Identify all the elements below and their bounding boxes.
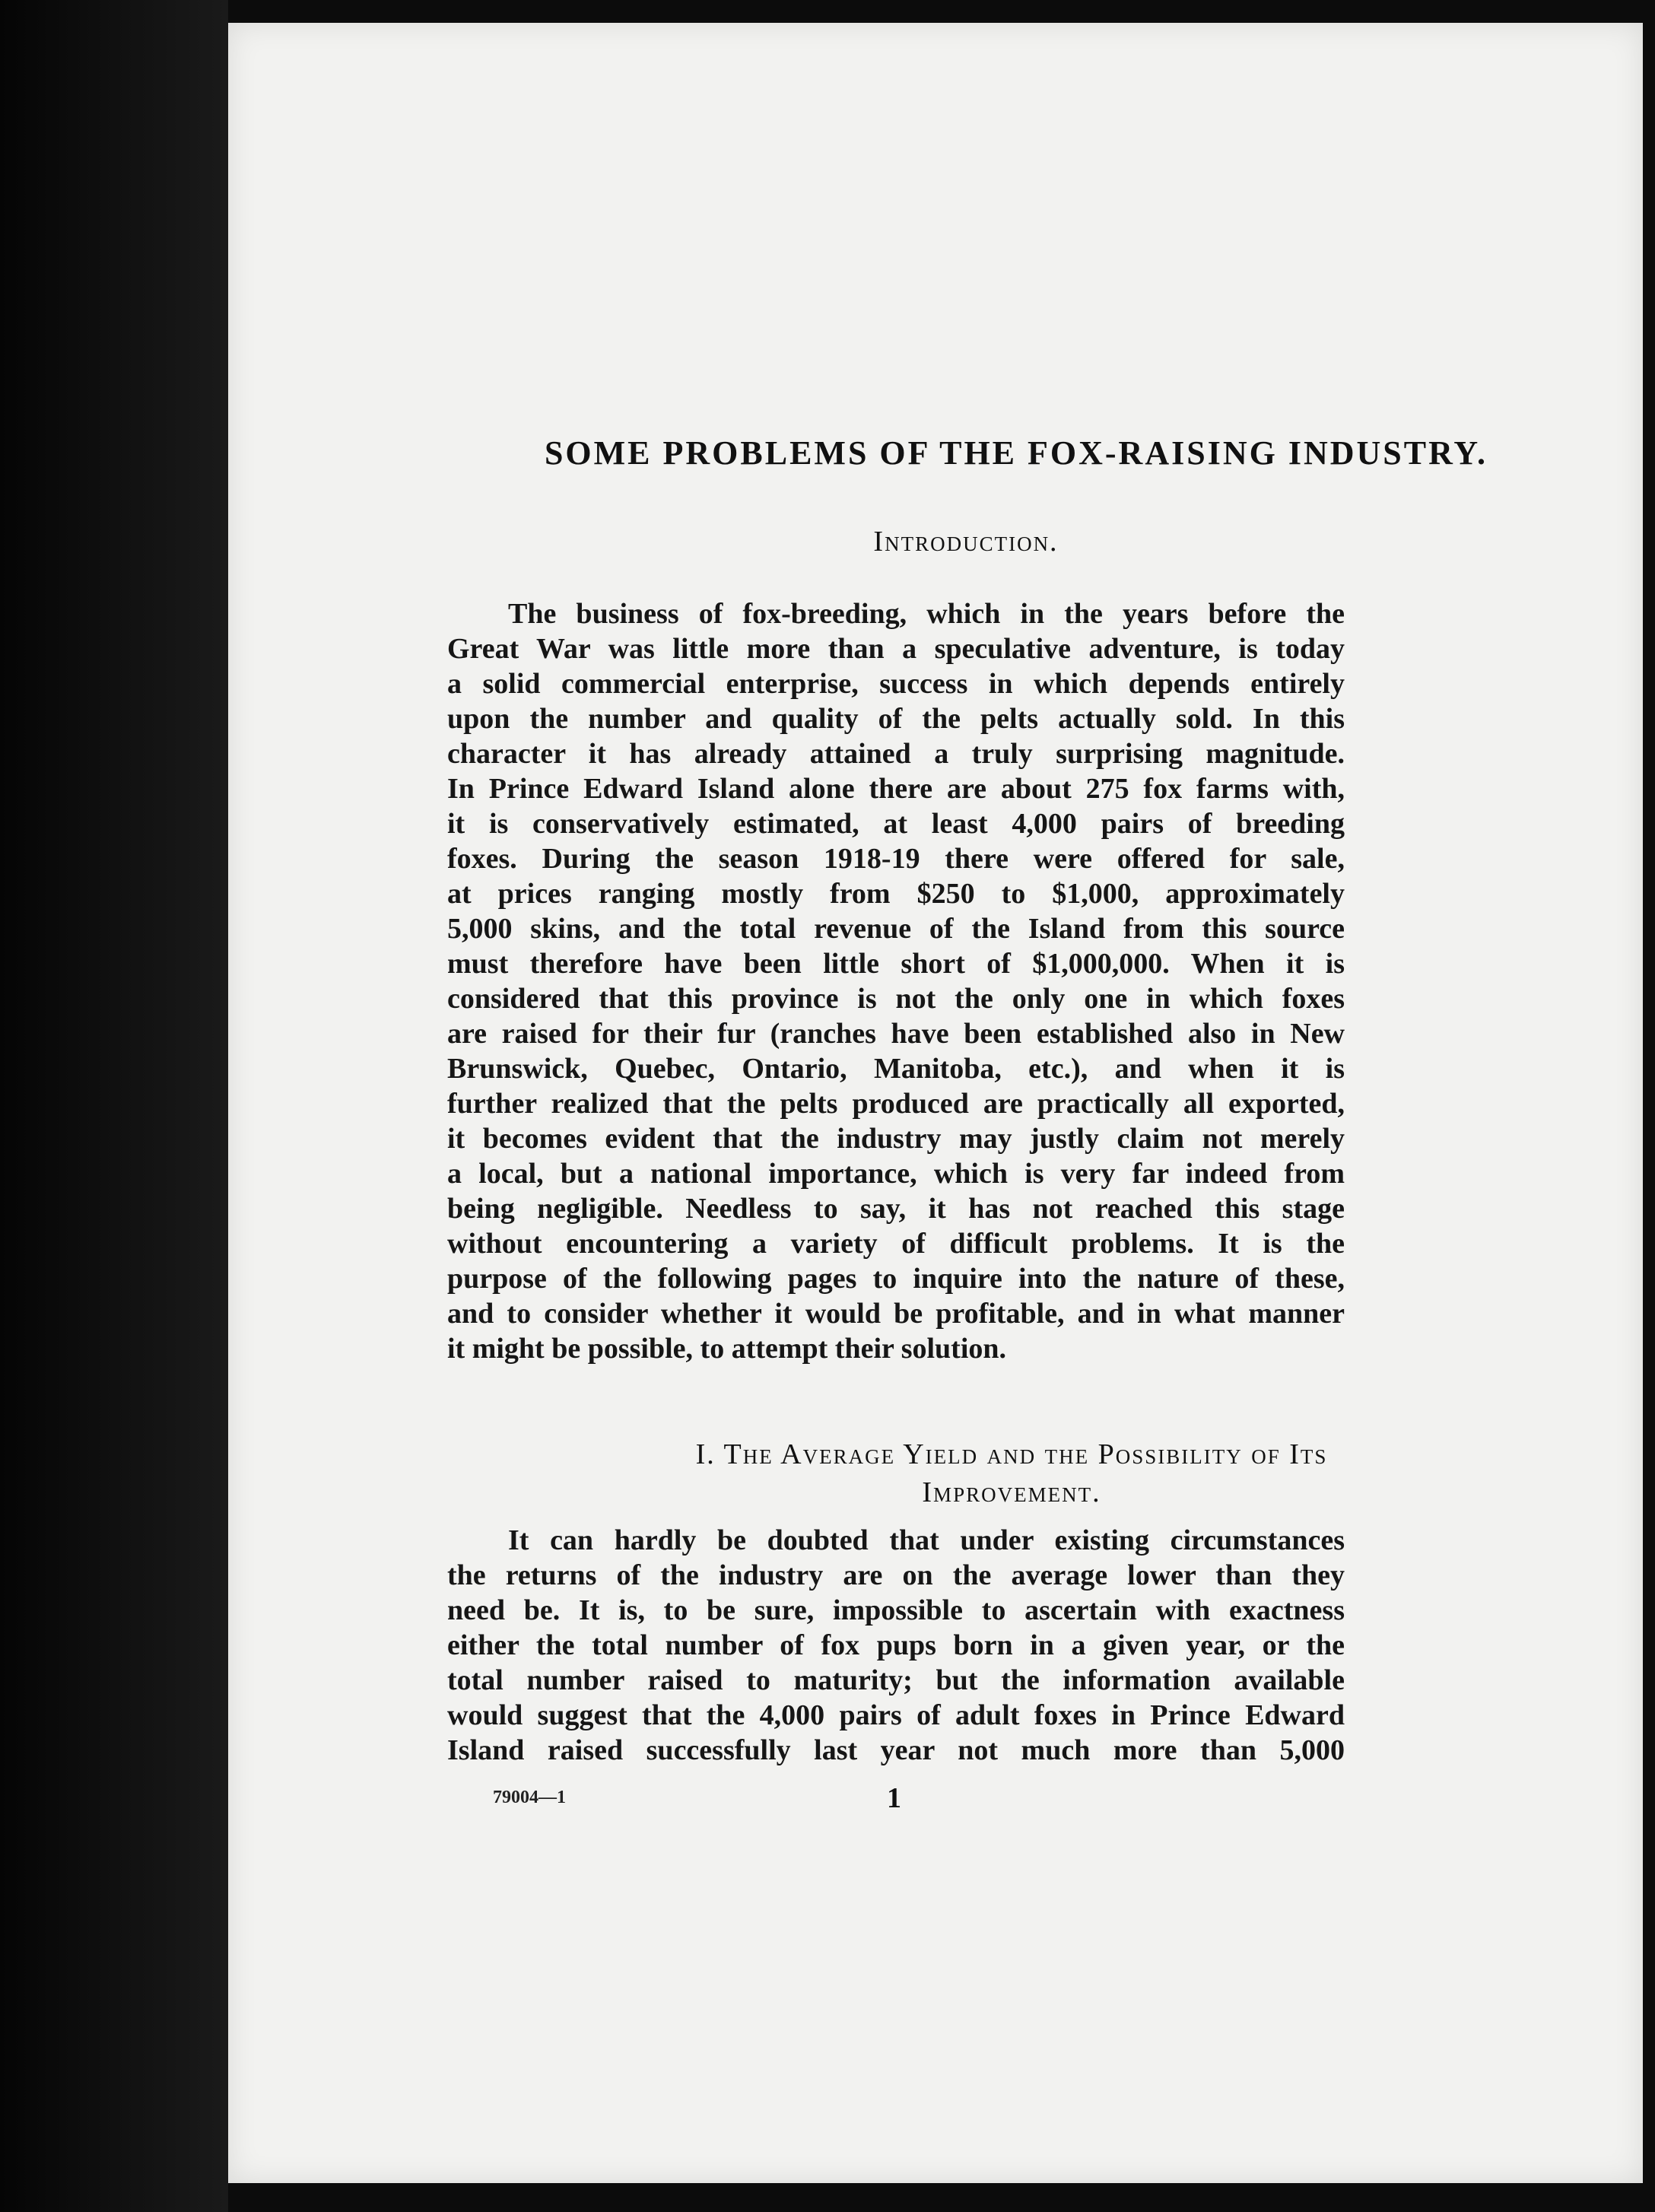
text-line: the returns of the industry are on the average lower than they <box>447 1559 1345 1591</box>
text-line: Island raised successfully last year not much more than 5,000 <box>447 1734 1345 1766</box>
document-page <box>228 23 1643 2183</box>
text-line: purpose of the following pages to inquire into the nature of these, <box>447 1263 1345 1295</box>
text-line: need be. It is, to be sure, impossible to ascertain with exactness <box>447 1594 1345 1626</box>
text-line: foxes. During the season 1918-19 there were offered for sale, <box>447 843 1345 875</box>
text-line: total number raised to maturity; but the information available <box>447 1664 1345 1696</box>
text-line: either the total number of fox pups born in a given year, or the <box>447 1629 1345 1661</box>
text-line: Great War was little more than a speculative adventure, is today <box>447 633 1345 665</box>
text-line: further realized that the pelts produced are practically all exported, <box>447 1088 1345 1120</box>
section-1-heading: I. The Average Yield and the Possibility of Its <box>695 1438 1328 1470</box>
text-line: The business of fox-breeding, which in the years before the <box>508 598 1345 630</box>
text-line: character it has already attained a truly surprising magnitude. <box>447 738 1345 770</box>
text-line: In Prince Edward Island alone there are about 275 fox farms with, <box>447 773 1345 805</box>
text-line: a solid commercial enterprise, success in which depends entirely <box>447 668 1345 700</box>
page-number: 1 <box>887 1782 901 1814</box>
text-line: considered that this province is not the only one in which foxes <box>447 983 1345 1015</box>
text-line: it becomes evident that the industry may justly claim not merely <box>447 1123 1345 1155</box>
text-line: It can hardly be doubted that under existing circumstances <box>508 1524 1345 1556</box>
text-line: being negligible. Needless to say, it has not reached this stage <box>447 1193 1345 1225</box>
text-line: at prices ranging mostly from $250 to $1,000, approximately <box>447 878 1345 910</box>
text-line: 5,000 skins, and the total revenue of the Island from this source <box>447 913 1345 945</box>
text-line: are raised for their fur (ranches have been established also in New <box>447 1018 1345 1050</box>
text-line: and to consider whether it would be profitable, and in what manner <box>447 1298 1345 1330</box>
scan-dark-border <box>0 0 228 2212</box>
text-line: would suggest that the 4,000 pairs of adult foxes in Prince Edward <box>447 1699 1345 1731</box>
text-line: upon the number and quality of the pelts actually sold. In this <box>447 703 1345 735</box>
section-1-heading-continued: Improvement. <box>922 1476 1101 1508</box>
introduction-heading: Introduction. <box>873 526 1059 558</box>
text-line: it might be possible, to attempt their solution. <box>447 1333 1007 1365</box>
text-line: a local, but a national importance, which is very far indeed from <box>447 1158 1345 1190</box>
text-line: without encountering a variety of difficult problems. It is the <box>447 1228 1345 1260</box>
text-line: Brunswick, Quebec, Ontario, Manitoba, etc.), and when it is <box>447 1053 1345 1085</box>
text-line: must therefore have been little short of $1,000,000. When it is <box>447 948 1345 980</box>
footer-print-code: 79004—1 <box>493 1788 566 1807</box>
document-title: SOME PROBLEMS OF THE FOX-RAISING INDUSTRY. <box>544 434 1488 472</box>
text-line: it is conservatively estimated, at least 4,000 pairs of breeding <box>447 808 1345 840</box>
